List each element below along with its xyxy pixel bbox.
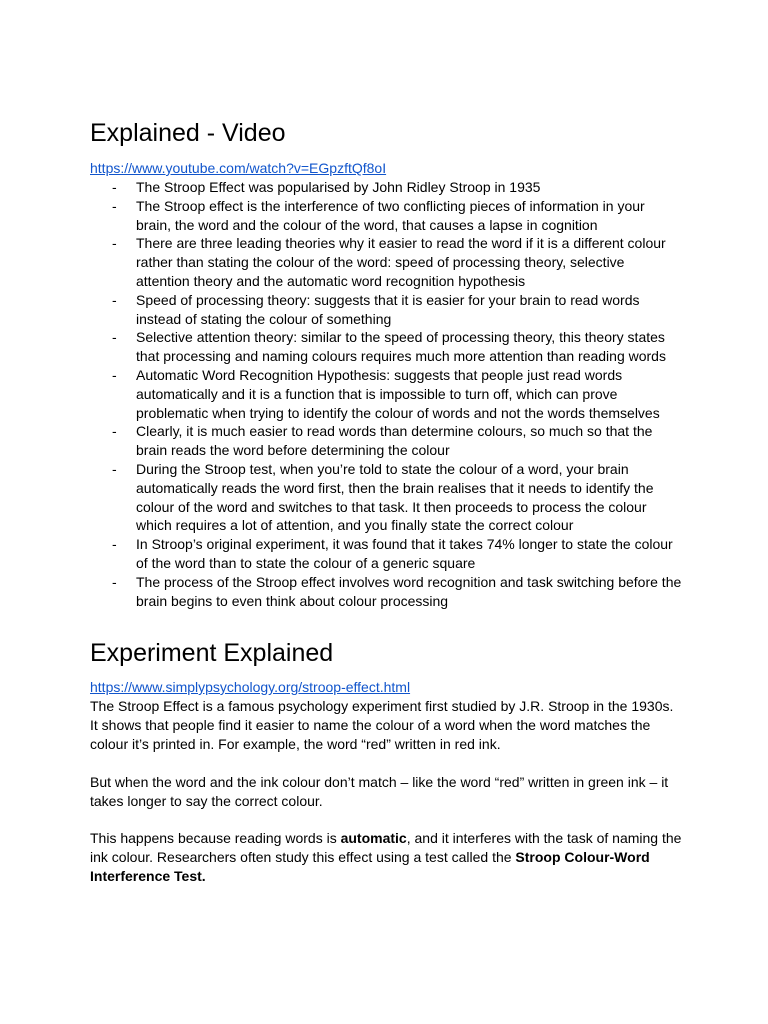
dash-marker: - [112,197,117,214]
dash-marker: - [112,366,117,383]
youtube-link[interactable]: https://www.youtube.com/watch?v=EGpzftQf8oI [90,160,387,176]
video-notes-list [90,178,682,610]
list-item [90,197,682,235]
dash-marker: - [112,329,117,346]
bold-automatic: automatic [340,830,407,846]
dash-marker: - [112,460,117,477]
list-item [90,573,682,611]
section-heading-video: Explained - Video [90,119,286,147]
list-item [90,535,682,573]
experiment-paragraph-3 [90,829,682,885]
list-item-text: Speed of processing theory: suggests that it is easier for your brain to read words instead of stating the colour of something [136,291,640,327]
list-item-text: The Stroop Effect was popularised by John Ridley Stroop in 1935 [136,179,541,195]
list-item-text: Clearly, it is much easier to read words than determine colours, so much so that the brain reads the word before determining the colour [136,423,653,459]
dash-marker: - [112,291,117,308]
dash-marker: - [112,573,117,590]
list-item [90,234,682,290]
paragraph-text: , and it interferes with the task of naming the ink colour. Researchers often study this effect using a test called the [90,830,682,865]
list-item-text: There are three leading theories why it easier to read the word if it is a different colour rather than stating the colour of the word: speed of processing theory, selective attention theory and the automatic word recognition hypothesis [136,235,666,289]
list-item [90,422,682,460]
simplypsychology-link[interactable]: https://www.simplypsychology.org/stroop-effect.html [90,679,411,695]
dash-marker: - [112,423,117,440]
dash-marker: - [112,179,117,195]
list-item-text: In Stroop’s original experiment, it was found that it takes 74% longer to state the colour of the word than to state the colour of a generic square [136,536,673,571]
list-item [90,328,682,366]
list-item-text: Selective attention theory: similar to the speed of processing theory, this theory states that processing and naming colours requires much more attention than reading words [136,329,666,365]
dash-marker: - [112,536,117,553]
list-item [90,366,682,422]
experiment-paragraph-2: But when the word and the ink colour don’t match – like the word “red” written in green ink – it takes longer to say the correct colour. [90,774,669,809]
list-item-text: Automatic Word Recognition Hypothesis: suggests that people just read words automatically and it is a function that is impossible to turn off, which can prove problematic when trying to identify the colour of words and not the words themselves [136,366,660,421]
dash-marker: - [112,235,117,252]
list-item-text: The Stroop effect is the interference of two conflicting pieces of information in your brain, the word and the colour of the word, that causes a lapse in cognition [136,197,645,233]
paragraph-text: This happens because reading words is [90,830,341,846]
list-item-text: During the Stroop test, when you’re told to state the colour of a word, your brain automatically reads the word first, then the brain realises that it needs to identify the colour of the word and switches to that task. It then proceeds to process the colour which requires a lot of attention, and you finally state the correct colour [136,460,654,534]
list-item [90,178,682,197]
list-item [90,291,682,329]
section-heading-experiment: Experiment Explained [90,639,334,667]
list-item [90,460,682,535]
bold-test-name: Stroop Colour-Word Interference Test. [90,848,650,884]
experiment-paragraph-1: The Stroop Effect is a famous psychology experiment first studied by J.R. Stroop in the 1930s. It shows that people find it easier to name the colour of a word when the word matches the colour it’s printed in. For example, the word “red” written in red ink. [90,698,674,752]
list-item-text: The process of the Stroop effect involves word recognition and task switching before the brain begins to even think about colour processing [136,573,682,609]
